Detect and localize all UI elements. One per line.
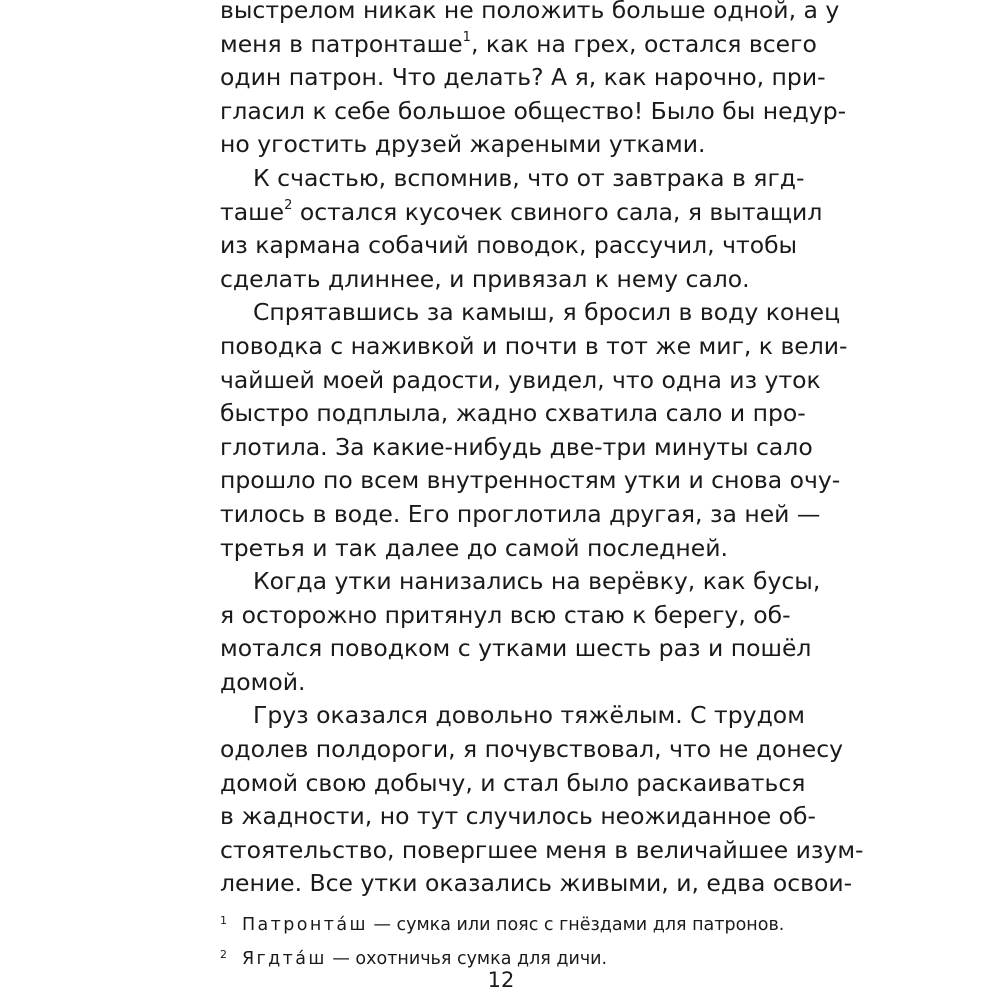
text-line: меня в патронташе$^1$, как на грех, остался всего — [220, 29, 817, 58]
footnotes — [220, 906, 785, 974]
text-line: Груз оказался довольно тяжёлым. С трудом — [253, 701, 805, 730]
book-page — [220, 0, 864, 1000]
text-line: в жадности, но тут случилось неожиданное об- — [220, 802, 816, 831]
text-line: Когда утки нанизались на верёвку, как бусы, — [253, 567, 821, 596]
text-line: глотила. За какие-нибудь две-три минуты сало — [220, 432, 813, 461]
text-line: ление. Все утки оказались живыми, и, едва освои- — [220, 869, 853, 898]
text-line: гласил к себе большое общество! Было бы недур- — [220, 96, 847, 125]
text-line: поводка с наживкой и почти в тот же миг, к вели- — [220, 331, 848, 360]
footnote-mark: 2 — [220, 948, 227, 961]
footnote-definition: — охотничья сумка для дичи. — [326, 949, 608, 969]
text-line: из кармана собачий поводок, рассучил, чтобы — [220, 231, 798, 260]
text-line: я осторожно притянул всю стаю к берегу, об- — [220, 600, 791, 629]
text-line: таше$^2$ остался кусочек свиного сала, я вытащил — [220, 197, 823, 226]
text-line: чайшей моей радости, увидел, что одна из уток — [220, 365, 821, 394]
footnote-ref-2[interactable]: 2 — [284, 197, 293, 213]
text-line: домой свою добычу, и стал было раскаиваться — [220, 768, 806, 797]
text-line: мотался поводком с утками шесть раз и пошёл — [220, 634, 812, 663]
text-line: К счастью, вспомнив, что от завтрака в ягд- — [253, 163, 805, 192]
text-line: но угостить друзей жареными утками. — [220, 130, 706, 159]
text-line: домой. — [220, 667, 306, 696]
text-line: тилось в воде. Его проглотила другая, за ней — — [220, 499, 821, 528]
footnote-definition: — сумка или пояс с гнёздами для патронов. — [367, 915, 785, 935]
text-line: третья и так далее до самой последней. — [220, 533, 728, 562]
text-line: один патрон. Что делать? А я, как нарочно, при- — [220, 63, 826, 92]
text-line: прошло по всем внутренностям утки и снова очу- — [220, 466, 841, 495]
footnote-1 — [220, 906, 785, 940]
text-line: сделать длиннее, и привязал к нему сало. — [220, 264, 750, 293]
text-line: одолев полдороги, я почувствовал, что не донесу — [220, 735, 844, 764]
text-line: выстрелом никак не положить больше одной, а у — [220, 0, 840, 24]
text-line: стоятельство, повергшее меня в величайшее изум- — [220, 835, 864, 864]
footnote-term: Патронта́ш — [242, 915, 368, 935]
footnote-ref-1[interactable]: 1 — [462, 29, 471, 45]
text-line: быстро подплыла, жадно схватила сало и про- — [220, 399, 806, 428]
footnote-mark: 1 — [220, 914, 227, 927]
text-line: Спрятавшись за камыш, я бросил в воду конец — [253, 298, 841, 327]
page-number: 12 — [487, 968, 515, 992]
footnote-term: Ягдта́ш — [242, 949, 327, 969]
body-text — [220, 0, 864, 901]
